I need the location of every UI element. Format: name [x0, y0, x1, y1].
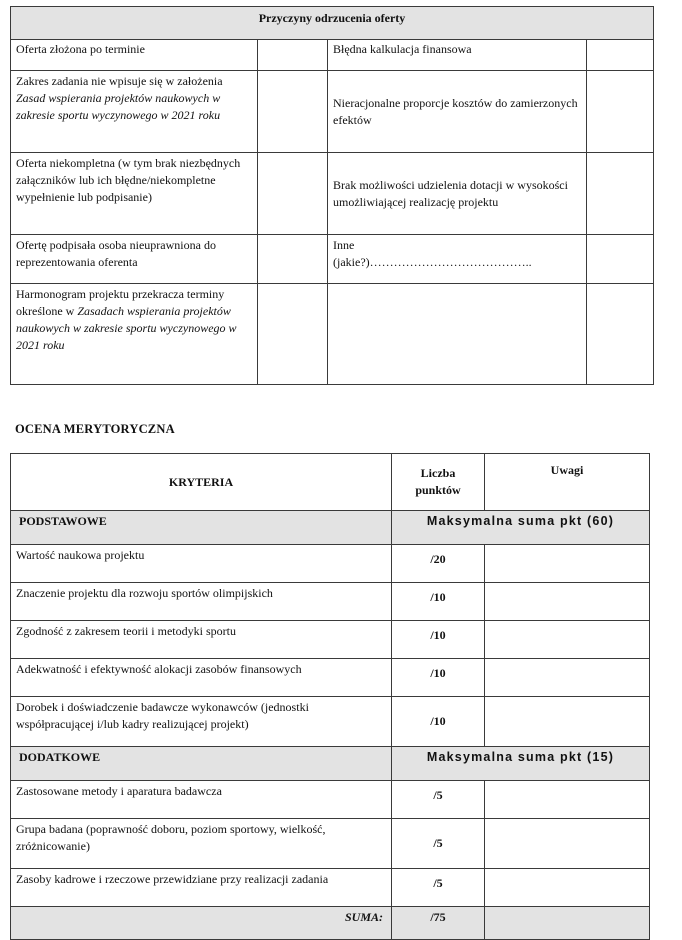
rejection-row	[11, 153, 654, 235]
rejection-row	[11, 235, 654, 284]
reason-text: Harmonogram projektu przekracza terminy określone w	[16, 287, 225, 318]
rejection-row	[11, 284, 654, 385]
sum-value[interactable]: /75	[392, 907, 485, 940]
criterion-points[interactable]: /20	[392, 545, 485, 583]
group-max-points: Maksymalna suma pkt (60)	[392, 511, 650, 545]
criterion-label: Adekwatność i efektywność alokacji zasobów finansowych	[11, 659, 392, 697]
criterion-notes-cell[interactable]	[485, 869, 650, 907]
group-max-points: Maksymalna suma pkt (15)	[392, 747, 650, 781]
criterion-notes-cell[interactable]	[485, 583, 650, 621]
rejection-reason-right	[328, 235, 587, 284]
criterion-row	[11, 621, 650, 659]
merit-assessment-table	[10, 453, 650, 940]
criterion-row	[11, 781, 650, 819]
criterion-points[interactable]: /5	[392, 819, 485, 869]
section-title: OCENA MERYTORYCZNA	[15, 422, 175, 436]
rejection-checkbox-cell[interactable]	[258, 71, 328, 153]
rejection-checkbox-cell[interactable]	[587, 235, 654, 284]
points-header: Liczba punktów	[392, 454, 485, 511]
criterion-notes-cell[interactable]	[485, 697, 650, 747]
rejection-reason-left: Oferta złożona po terminie	[11, 40, 258, 71]
criterion-row	[11, 869, 650, 907]
reason-text: Zakres zadania nie wpisuje się w założenia	[16, 74, 223, 88]
sum-label: SUMA:	[11, 907, 392, 940]
criterion-row	[11, 583, 650, 621]
other-specify-line[interactable]: (jakie?)…………………………………..	[333, 255, 532, 269]
criterion-points[interactable]: /10	[392, 621, 485, 659]
rejection-reason-right: Brak możliwości udzielenia dotacji w wysokości umożliwiającej realizację projektu	[328, 153, 587, 235]
criterion-notes-cell[interactable]	[485, 819, 650, 869]
other-label: Inne	[333, 238, 355, 252]
rejection-checkbox-cell[interactable]	[258, 235, 328, 284]
criterion-label: Zasoby kadrowe i rzeczowe przewidziane przy realizacji zadania	[11, 869, 392, 907]
criterion-notes-cell[interactable]	[485, 781, 650, 819]
criterion-notes-cell[interactable]	[485, 621, 650, 659]
criterion-row	[11, 545, 650, 583]
rejection-row	[11, 40, 654, 71]
rejection-empty-cell	[328, 284, 587, 385]
group-name: PODSTAWOWE	[11, 511, 392, 545]
criterion-points[interactable]: /5	[392, 781, 485, 819]
sum-row	[11, 907, 650, 940]
rejection-reason-left	[11, 71, 258, 153]
criterion-points[interactable]: /5	[392, 869, 485, 907]
reason-italic-text: Zasad wspierania projektów naukowych w zakresie sportu wyczynowego w 2021 roku	[16, 91, 221, 122]
rejection-reason-left	[11, 284, 258, 385]
criteria-header: KRYTERIA	[11, 454, 392, 511]
criterion-label: Zgodność z zakresem teorii i metodyki sportu	[11, 621, 392, 659]
rejection-reason-left: Ofertę podpisała osoba nieuprawniona do reprezentowania oferenta	[11, 235, 258, 284]
sum-notes-cell	[485, 907, 650, 940]
criterion-points[interactable]: /10	[392, 697, 485, 747]
criterion-label: Dorobek i doświadczenie badawcze wykonawców (jednostki współpracującej i/lub kadry realizującej projekt)	[11, 697, 392, 747]
criterion-label: Grupa badana (poprawność doboru, poziom sportowy, wielkość, zróżnicowanie)	[11, 819, 392, 869]
rejection-row	[11, 71, 654, 153]
criterion-label: Wartość naukowa projektu	[11, 545, 392, 583]
criterion-label: Zastosowane metody i aparatura badawcza	[11, 781, 392, 819]
criterion-points[interactable]: /10	[392, 583, 485, 621]
rejection-checkbox-cell[interactable]	[587, 40, 654, 71]
rejection-reason-right: Błędna kalkulacja finansowa	[328, 40, 587, 71]
criterion-notes-cell[interactable]	[485, 659, 650, 697]
rejection-table-title: Przyczyny odrzucenia oferty	[11, 7, 654, 40]
group-row-basic	[11, 511, 650, 545]
criterion-row	[11, 697, 650, 747]
rejection-checkbox-cell[interactable]	[587, 284, 654, 385]
rejection-reason-right: Nieracjonalne proporcje kosztów do zamierzonych efektów	[328, 71, 587, 153]
reason-italic-text: Zasadach wspierania projektów naukowych w zakresie sportu wyczynowego w 2021 roku	[16, 304, 237, 352]
rejection-checkbox-cell[interactable]	[587, 153, 654, 235]
criterion-points[interactable]: /10	[392, 659, 485, 697]
merit-header-row	[11, 454, 650, 511]
notes-header: Uwagi	[485, 454, 650, 511]
criterion-label: Znaczenie projektu dla rozwoju sportów olimpijskich	[11, 583, 392, 621]
group-row-additional	[11, 747, 650, 781]
rejection-reason-left: Oferta niekompletna (w tym brak niezbędnych załączników lub ich błędne/niekompletne wypełnienie lub podpisanie)	[11, 153, 258, 235]
rejection-checkbox-cell[interactable]	[258, 153, 328, 235]
rejection-checkbox-cell[interactable]	[587, 71, 654, 153]
criterion-notes-cell[interactable]	[485, 545, 650, 583]
group-name: DODATKOWE	[11, 747, 392, 781]
rejection-reasons-table	[10, 6, 654, 385]
rejection-checkbox-cell[interactable]	[258, 40, 328, 71]
rejection-checkbox-cell[interactable]	[258, 284, 328, 385]
criterion-row	[11, 819, 650, 869]
criterion-row	[11, 659, 650, 697]
